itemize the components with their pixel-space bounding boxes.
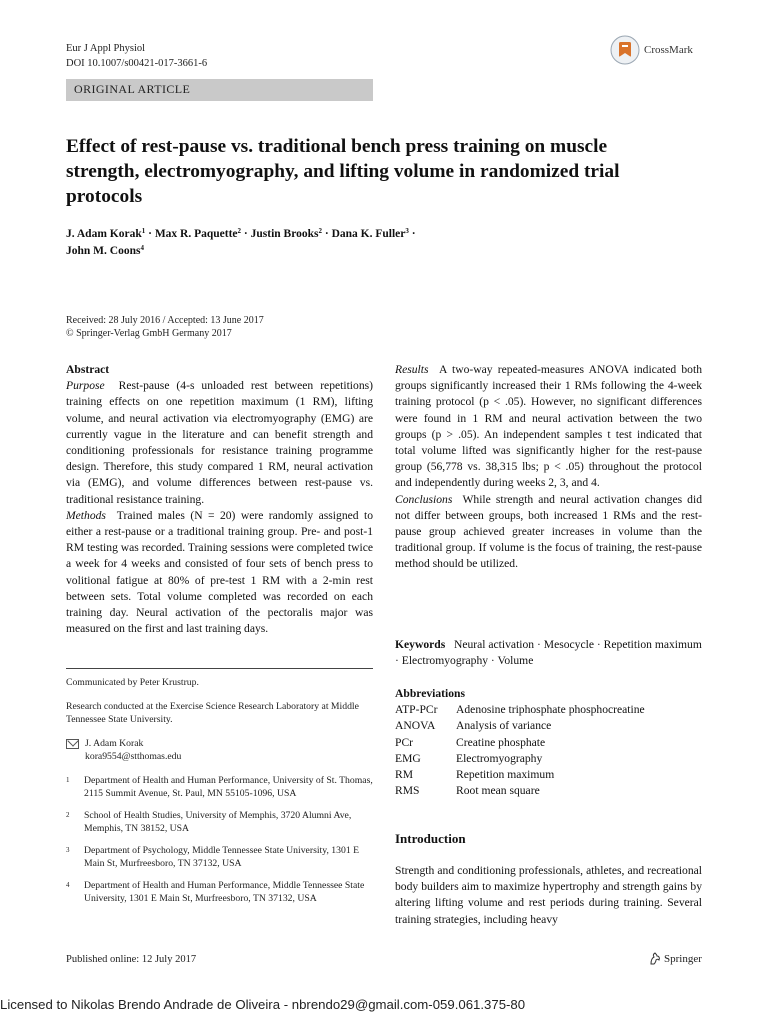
- abbr-term: RMS: [395, 784, 420, 798]
- abstract-right: [395, 362, 702, 632]
- abbr-def: Root mean square: [456, 784, 540, 798]
- abbreviation-row: [395, 751, 702, 767]
- research-note: Research conducted at the Exercise Science Research Laboratory at Middle Tennessee State University.: [66, 701, 359, 725]
- author-affiliation-sup: 4: [140, 243, 144, 252]
- received-accepted: Received: 28 July 2016 / Accepted: 13 June 2017: [66, 315, 264, 326]
- abstract-left: [66, 362, 373, 637]
- abbr-term: ANOVA: [395, 719, 436, 733]
- keywords-text: Neural activation · Mesocycle · Repetition maximum · Electromyography · Volume: [395, 638, 702, 668]
- affiliation-text: Department of Psychology, Middle Tennessee State University, 1301 E Main St, Murfreesboro, TN 37132, USA: [84, 845, 360, 869]
- methods-text: Trained males (N = 20) were randomly assigned to either a rest-pause or a traditional training group. Pre- and post-1 RM testing was recorded. Training sessions were completed twice a week for 4 weeks and consisted of four sets of bench press to volitional fatigue at 80% of pre-test 1 RM with a 2-min rest between sets. Total volume completed was recorded on each training day. Neural activation of the pectoralis major was measured on the first and last training days.: [66, 508, 373, 636]
- corresponding-name: J. Adam Korak: [85, 738, 144, 749]
- introduction-heading: Introduction: [395, 831, 466, 846]
- purpose-label: Purpose: [66, 379, 105, 393]
- results-label: Results: [395, 363, 429, 376]
- abbr-term: PCr: [395, 735, 414, 749]
- journal-header: [66, 41, 207, 71]
- abstract-conclusions: [395, 492, 702, 573]
- results-text: A two-way repeated-measures ANOVA indicated both groups significantly increased their 1 RMs following the 4-week training protocol (p < .05). However, no significant differences were found in 1 RM and neural activation between the two groups (p > .05). An independent samples t test indicated that total volume lifted was significantly higher for the rest-pause group (56,778 vs. 38,315 lbs; p < .05) throughout the protocol and independently during weeks 2, 3, and 4.: [395, 363, 702, 490]
- author-list: J. Adam Korak$^1$ · Max R. Paquette$^2$ · Justin Brooks$^2$ · Dana K. Fuller$^3$ · John M. Coons$^4$: [66, 227, 416, 257]
- abbreviation-row: [395, 735, 702, 751]
- affiliation: [66, 774, 373, 800]
- springer-horse-icon: [648, 952, 661, 965]
- affiliation: [66, 879, 373, 905]
- affiliation-text: Department of Health and Human Performance, University of St. Thomas, 2115 Summit Avenue, St. Paul, MN 55105-1096, USA: [84, 775, 373, 799]
- keywords-label: Keywords: [395, 638, 446, 651]
- author-affiliation-sup: 2: [318, 227, 322, 235]
- abstract-heading: Abstract: [66, 363, 110, 376]
- affiliation: [66, 809, 373, 835]
- envelope-icon: [66, 739, 79, 749]
- abbr-term: ATP-PCr: [395, 703, 438, 717]
- crossmark-badge[interactable]: [610, 32, 720, 68]
- springer-label: Springer: [664, 952, 702, 965]
- conclusions-label: Conclusions: [395, 492, 453, 506]
- keywords: [395, 637, 702, 669]
- abbreviation-row: [395, 783, 702, 799]
- abbreviation-row: [395, 702, 702, 718]
- abbr-def: Repetition maximum: [456, 768, 555, 782]
- conclusions-text: While strength and neural activation changes did not differ between groups, both increased 1 RMs and the rest-pause group achieved greater increases in volume than the traditional group. If volume is the focus of training, the rest-pause method should be utilized.: [395, 492, 702, 571]
- corresponding-author: [66, 737, 373, 763]
- license-footer: Licensed to Nikolas Brendo Andrade de Oliveira - nbrendo29@gmail.com-059.061.375-80: [0, 997, 526, 1012]
- article-dates: [66, 315, 264, 340]
- abbr-def: Adenosine triphosphate phosphocreatine: [456, 703, 645, 717]
- footnotes: [66, 676, 373, 914]
- affiliation-text: Department of Health and Human Performance, Middle Tennessee State University, 1301 E Main St, Murfreesboro, TN 37132, USA: [84, 880, 365, 904]
- corresponding-email[interactable]: kora9554@stthomas.edu: [85, 751, 182, 762]
- abbr-def: Analysis of variance: [456, 719, 552, 733]
- communicated-by: Communicated by Peter Krustrup.: [66, 677, 199, 688]
- footnote-divider: [66, 668, 373, 669]
- journal-name: Eur J Appl Physiol: [66, 43, 146, 54]
- abbr-def: Creatine phosphate: [456, 735, 546, 749]
- abbreviations-heading: Abbreviations: [395, 687, 466, 700]
- affiliation-number: 3: [66, 846, 70, 854]
- abbreviation-row: [395, 718, 702, 734]
- abbreviations: [395, 686, 702, 799]
- author-name[interactable]: John M. Coons: [66, 244, 141, 257]
- affiliation: [66, 844, 373, 870]
- introduction-text: Strength and conditioning professionals, athletes, and recreational body builders aim to maximize hypertrophy and strength gains by altering lifting volume and rest periods during training. Several training strategies, including heavy: [395, 864, 702, 926]
- abbr-term: RM: [395, 768, 414, 782]
- abstract-purpose: [66, 378, 373, 508]
- author-name[interactable]: Justin Brooks: [250, 228, 319, 240]
- purpose-text: Rest-pause (4-s unloaded rest between repetitions) training effects on one repetition maximum (1 RM), lifting volume, and neural activation via electromyography (EMG) are currently vague in the literature and can benefit strength and conditioning professionals for resistance training programme design. Therefore, this study compared 1 RM, neural activation via (EMG), and volume differences between rest-pause vs. traditional resistance training.: [66, 379, 373, 506]
- methods-label: Methods: [66, 508, 106, 522]
- abstract-methods: [66, 508, 373, 638]
- copyright: © Springer-Verlag GmbH Germany 2017: [66, 327, 232, 339]
- published-online: Published online: 12 July 2017: [66, 954, 197, 965]
- author-name[interactable]: J. Adam Korak: [66, 228, 142, 240]
- author-name[interactable]: Dana K. Fuller: [331, 228, 406, 240]
- affiliation-text: School of Health Studies, University of Memphis, 3720 Alumni Ave, Memphis, TN 38152, USA: [84, 810, 352, 834]
- doi[interactable]: DOI 10.1007/s00421-017-3661-6: [66, 58, 208, 69]
- abbreviation-row: [395, 767, 702, 783]
- crossmark-icon: [610, 35, 640, 65]
- affiliation-number: 4: [66, 881, 70, 889]
- affiliation-number: 2: [66, 811, 70, 819]
- article-title: Effect of rest-pause vs. traditional bench press training on muscle strength, electromyography, and lifting volume in randomized trial protocols: [66, 136, 620, 207]
- author-affiliation-sup: 3: [405, 227, 409, 235]
- article-type-banner: ORIGINAL ARTICLE: [66, 79, 373, 101]
- abstract-results: [395, 362, 702, 492]
- crossmark-label: CrossMark: [644, 44, 693, 56]
- abbr-def: Electromyography: [456, 751, 543, 765]
- author-name[interactable]: Max R. Paquette: [154, 228, 238, 240]
- author-affiliation-sup: 1: [141, 227, 146, 235]
- abbr-term: EMG: [395, 751, 421, 765]
- affiliation-number: 1: [66, 776, 70, 784]
- springer-logo: [648, 952, 702, 965]
- author-affiliation-sup: 2: [237, 227, 242, 235]
